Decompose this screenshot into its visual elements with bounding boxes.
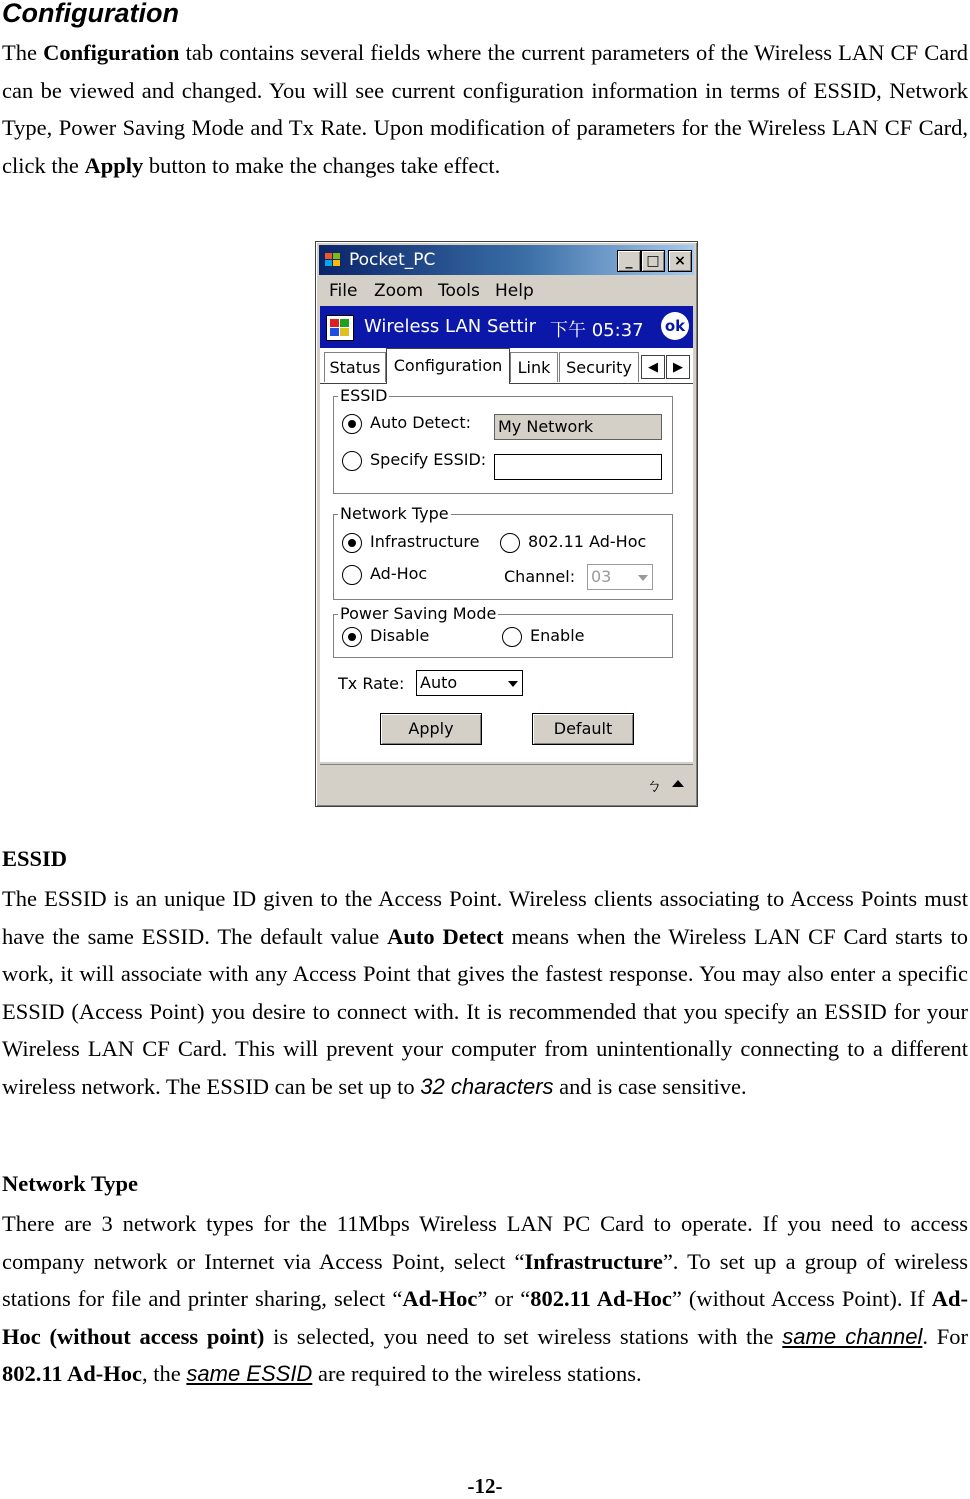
network-bold-adhoc-without-ap: Ad-Hoc (without access point) [2,1286,969,1349]
essid-bold-auto-detect: Auto Detect [387,923,504,949]
network-text-2: ”. To set up a group of wireless stations for file and printer sharing, select “ [2,1248,968,1312]
essid-section-title: ESSID [2,846,68,871]
adhoc-radio[interactable] [342,565,362,585]
close-button[interactable]: × [668,250,692,272]
tx-rate-dropdown-arrow-icon [508,681,518,687]
tx-rate-value: Auto [420,673,458,692]
dialog-content [320,348,693,762]
infrastructure-label: Infrastructure [370,532,480,551]
menu-tools[interactable]: Tools [438,281,480,301]
specify-essid-radio[interactable] [342,451,362,471]
network-text-1: There are 3 network types for the 11Mbps Wireless LAN PC Card to operate. If you need to access company network or Internet via Access Point, select “ [2,1211,968,1274]
page-heading: Configuration [2,0,179,28]
tab-prev-arrow-icon[interactable]: ◀ [641,355,665,379]
essid-group-title: ESSID [340,386,388,405]
minimize-button[interactable]: _ [617,250,641,272]
network-bold-80211-adhoc: 802.11 Ad-Hoc [530,1286,672,1312]
network-text-6: . For [922,1323,968,1349]
network-text-3: ” or “ [477,1286,531,1312]
keyboard-icon[interactable]: ㄅ [646,776,663,795]
enable-label: Enable [530,626,585,645]
network-text-5: is selected, you need to set wireless stations with the [264,1323,783,1349]
network-section-title: Network Type [2,1171,139,1196]
network-type-group [333,504,673,600]
network-bold-adhoc: Ad-Hoc [402,1286,478,1312]
essid-group [333,386,673,494]
app-title: Wireless LAN Settir [364,316,536,337]
network-paragraph [2,1205,968,1393]
tx-rate-select[interactable] [416,670,523,696]
channel-label: Channel: [504,567,576,586]
intro-text-2: tab contains several fields where the current parameters of the Wireless LAN CF Card can be viewed and changed. You will see current configuration information in terms of ESSID, Network Type, Power Saving Mode and Tx Rate. Upon modification of parameters for the Wireless LAN CF Card, click the [2,40,968,178]
default-button[interactable]: Default [532,713,634,745]
channel-dropdown-arrow-icon [638,575,648,581]
menu-help[interactable]: Help [495,281,534,301]
network-type-group-title: Network Type [340,504,449,523]
intro-text-1: The [2,40,44,65]
intro-paragraph [2,34,968,184]
essid-text-2: means when the Wireless LAN CF Card starts to work, it will associate with any Access Point that gives the fastest response. You may also enter a specific ESSID (Access Point) you desire to connect with. It is recommended that you specify an ESSID for your Wireless LAN CF Card. This will prevent your computer from unintentionally connecting to a different wireless network. The ESSID can be set up to [2,923,968,1099]
page-number: -12- [467,1474,503,1498]
network-emph-same-essid: same ESSID [186,1361,313,1387]
specify-essid-label: Specify ESSID: [370,450,487,469]
menu-file[interactable]: File [329,281,358,301]
network-bold-infrastructure: Infrastructure [524,1248,663,1274]
channel-value: 03 [591,567,612,586]
tab-configuration[interactable]: Configuration [386,348,510,384]
power-saving-group-title: Power Saving Mode [340,604,497,623]
pocket-pc-screenshot [315,241,698,807]
start-flag-icon[interactable] [326,315,354,341]
intro-bold-configuration: Configuration [43,40,180,65]
network-bold-80211-adhoc-2: 802.11 Ad-Hoc [2,1361,143,1387]
menu-zoom[interactable]: Zoom [374,281,424,301]
power-saving-group [333,604,673,658]
disable-label: Disable [370,626,430,645]
channel-select[interactable] [587,564,653,590]
essid-italic-32-characters: 32 characters [420,1073,554,1099]
sip-up-arrow-icon[interactable] [672,780,684,787]
maximize-button[interactable]: □ [641,250,665,272]
adhoc-80211-label: 802.11 Ad-Hoc [528,532,647,551]
clock: 下午 05:37 [550,320,644,341]
tab-next-arrow-icon[interactable]: ▶ [666,355,690,379]
adhoc-label: Ad-Hoc [370,564,428,583]
network-text-7: , the [142,1361,187,1387]
app-header [320,306,693,348]
tab-security[interactable]: Security [559,352,639,382]
tab-status[interactable]: Status [324,352,386,382]
auto-detect-radio[interactable] [342,414,362,434]
enable-radio[interactable] [502,627,522,647]
bottom-bar [320,764,693,801]
window-titlebar [319,245,694,275]
adhoc-80211-radio[interactable] [500,533,520,553]
ok-button[interactable]: ok [661,312,689,340]
specify-essid-input[interactable] [494,454,662,480]
auto-detect-value: My Network [494,414,662,440]
disable-radio[interactable] [342,627,362,647]
window-title: Pocket_PC [349,250,436,270]
tab-link[interactable]: Link [510,352,558,382]
network-emph-same-channel: same channel [782,1323,923,1349]
essid-paragraph [2,880,968,1106]
intro-text-3: button to make the changes take effect. [143,152,501,178]
essid-text-3: and is case sensitive. [553,1073,747,1099]
intro-bold-apply: Apply [84,152,144,178]
apply-button[interactable]: Apply [380,713,482,745]
essid-text-1: The ESSID is an unique ID given to the Access Point. Wireless clients associating to Access Points must have the same ESSID. The default value [2,886,968,949]
network-text-4: ” (without Access Point). If [671,1286,932,1312]
tx-rate-label: Tx Rate: [338,674,405,693]
network-text-8: are required to the wireless stations. [312,1361,642,1387]
windows-logo-icon [325,253,341,267]
infrastructure-radio[interactable] [342,533,362,553]
auto-detect-label: Auto Detect: [370,413,471,432]
